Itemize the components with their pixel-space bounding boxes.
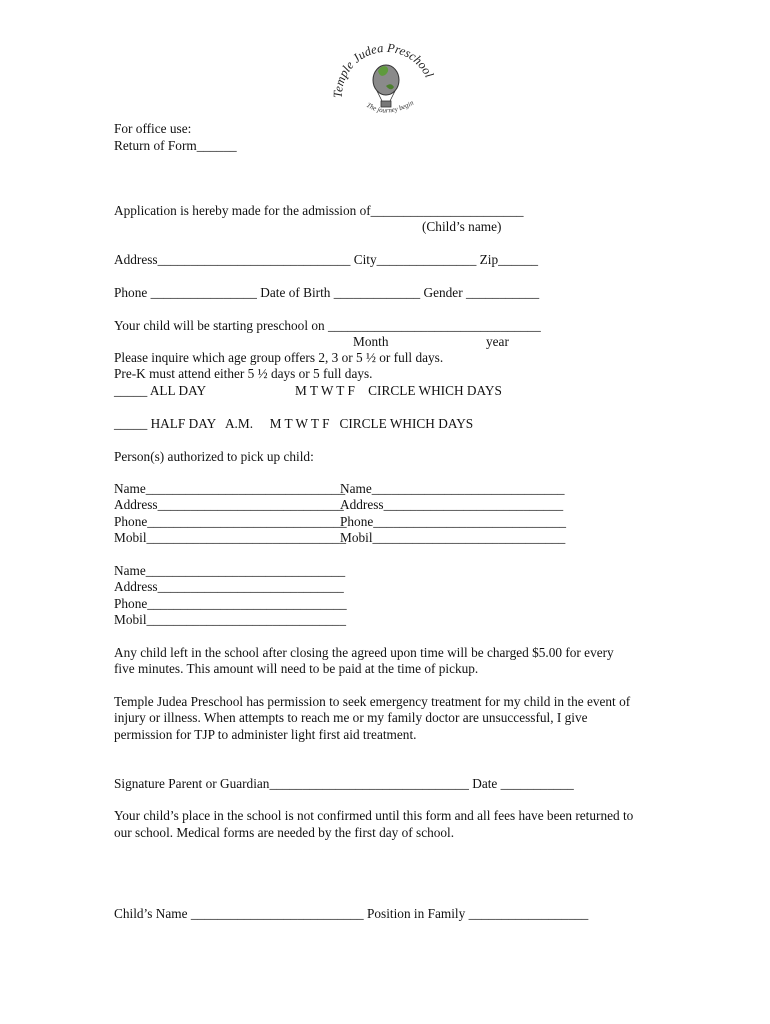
pickup1-address-field[interactable]: Address____________________________ [114,497,344,512]
childs-name-position-field[interactable]: Child’s Name __________________________ Position in Family __________________ [114,906,589,921]
emergency-text-1: Temple Judea Preschool has permission to seek emergency treatment for my child in the event of [114,694,631,709]
late-fee-text-2: five minutes. This amount will need to be paid at the time of pickup. [114,661,479,676]
late-fee-text-1: Any child left in the school after closing the agreed upon time will be charged $5.00 for every [114,645,614,660]
pickup2-mobil-field[interactable]: Mobil_____________________________ [340,530,566,545]
pickup1-phone-field[interactable]: Phone______________________________ [114,514,347,529]
pickup2-phone-field[interactable]: Phone_____________________________ [340,514,567,529]
signature-date-field[interactable]: Signature Parent or Guardian______________________________ Date ___________ [114,776,574,791]
for-office-use-label: For office use: [114,121,192,136]
emergency-text-2: injury or illness. When attempts to reach me or my family doctor are unsuccessful, I give [114,710,588,725]
phone-dob-gender-field[interactable]: Phone ________________ Date of Birth _____________ Gender ___________ [114,285,540,300]
childs-name-caption: (Child’s name) [422,219,502,234]
return-of-form-field[interactable]: Return of Form______ [114,138,237,153]
pickup1-name-field[interactable]: Name______________________________ [114,481,346,496]
age-group-inquiry-text: Please inquire which age group offers 2, 3 or 5 ½ or full days. [114,350,444,365]
confirmation-text-1: Your child’s place in the school is not confirmed until this form and all fees have been returned to [114,808,634,823]
pickup2-address-field[interactable]: Address___________________________ [340,497,564,512]
confirmation-text-2: our school. Medical forms are needed by the first day of school. [114,825,455,840]
pickup-heading: Person(s) authorized to pick up child: [114,449,314,464]
pickup3-mobil-field[interactable]: Mobil______________________________ [114,612,346,627]
pickup3-phone-field[interactable]: Phone______________________________ [114,596,347,611]
hot-air-balloon-icon [373,65,399,107]
temple-judea-preschool-logo [328,40,440,122]
pickup3-address-field[interactable]: Address____________________________ [114,579,344,594]
all-day-option[interactable]: _____ ALL DAY [114,383,207,398]
emergency-text-3: permission for TJP to administer light first aid treatment. [114,727,417,742]
year-caption: year [486,334,509,349]
pickup2-name-field[interactable]: Name_____________________________ [340,481,565,496]
admission-child-field[interactable]: Application is hereby made for the admission of_______________________ [114,203,524,218]
pickup1-mobil-field[interactable]: Mobil______________________________ [114,530,346,545]
logo-tagline-text: The journey begin [364,98,416,115]
address-city-zip-field[interactable]: Address_____________________________ City_______________ Zip______ [114,252,539,267]
all-day-days-circle[interactable]: M T W T F CIRCLE WHICH DAYS [295,383,502,398]
logo-name-text: Temple Judea Preschool [330,40,437,99]
half-day-option[interactable]: _____ HALF DAY A.M. M T W T F CIRCLE WHICH DAYS [114,416,474,431]
start-date-field[interactable]: Your child will be starting preschool on ________________________________ [114,318,541,333]
month-caption: Month [353,334,389,349]
pickup3-name-field[interactable]: Name______________________________ [114,563,346,578]
prek-requirement-text: Pre-K must attend either 5 ½ days or 5 full days. [114,366,373,381]
